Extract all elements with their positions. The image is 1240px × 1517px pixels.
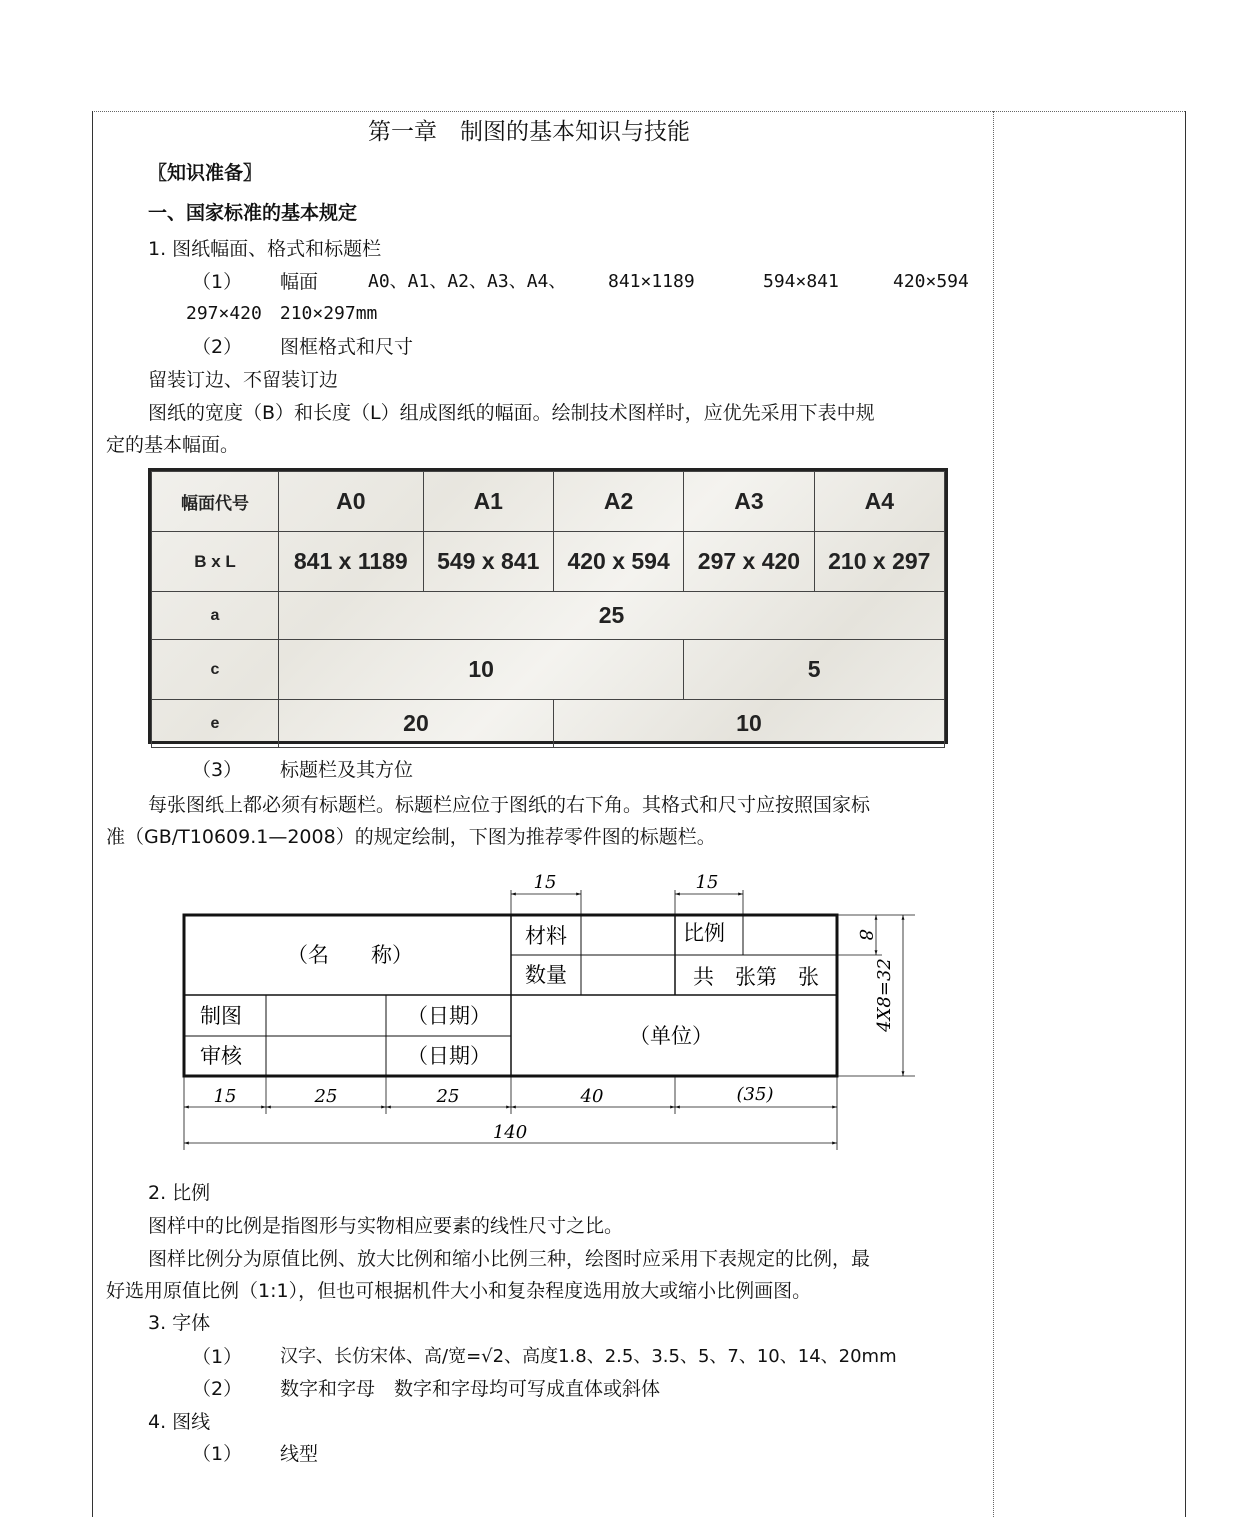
section-prep-heading: 〖知识准备〗: [148, 162, 263, 184]
table-row-c: [152, 640, 945, 700]
item-1-1-line2: 297×420 210×297mm: [186, 303, 378, 324]
tb-dim-bottom-3: 25: [436, 1086, 460, 1107]
section-1-heading: 一、国家标准的基本规定: [148, 202, 358, 224]
item-3-2-number: （2）: [192, 1378, 243, 1400]
tb-date2: （日期）: [407, 1044, 491, 1068]
tb-drawn: 制图: [200, 1004, 242, 1028]
table-cell: 549 x 841: [423, 532, 553, 592]
table-row-bxl: [152, 532, 945, 592]
para-scale-line1: 图样中的比例是指图形与实物相应要素的线性尺寸之比。: [148, 1215, 624, 1237]
chapter-title: 第一章 制图的基本知识与技能: [368, 119, 690, 145]
tb-checked: 审核: [200, 1044, 242, 1068]
item-3-1-number: （1）: [192, 1346, 243, 1368]
table-cell: A2: [553, 472, 683, 532]
table-cell: A0: [279, 472, 424, 532]
para-scale-line3: 好选用原值比例（1:1），但也可根据机件大小和复杂程度选用放大或缩小比例画图。: [106, 1280, 812, 1302]
table-cell: 20: [279, 700, 554, 748]
item-1-1-number: （1）: [192, 271, 243, 293]
tb-date1: （日期）: [407, 1004, 491, 1028]
title-block-drawing: [170, 866, 930, 1160]
item-1-3-label: 标题栏及其方位: [280, 759, 414, 781]
para-scale-line2: 图样比例分为原值比例、放大比例和缩小比例三种，绘图时应采用下表规定的比例，最: [148, 1248, 871, 1270]
page-frame-right: [1185, 111, 1186, 1517]
item-1-1-sizes: A0、A1、A2、A3、A4、: [368, 271, 567, 292]
table-cell: e: [152, 700, 279, 748]
item-1-3-number: （3）: [192, 759, 243, 781]
item-3-1-text: 汉字、长仿宋体、高/宽=√2、高度1.8、2.5、3.5、5、7、10、14、20mm: [280, 1346, 897, 1367]
item-2-heading: 2. 比例: [148, 1182, 211, 1204]
table-cell: A4: [814, 472, 944, 532]
item-4-1-text: 线型: [280, 1443, 319, 1465]
para-title-line2: 准（GB/T10609.1—2008）的规定绘制，下图为推荐零件图的标题栏。: [106, 826, 716, 848]
item-3-2-text: 数字和字母 数字和字母均可写成直体或斜体: [280, 1378, 661, 1400]
table-cell: 841 x 1189: [279, 532, 424, 592]
tb-material: 材料: [525, 924, 567, 948]
table-cell: c: [152, 640, 279, 700]
page-frame-top: [92, 111, 1185, 112]
tb-dim-bottom-4: 40: [580, 1086, 604, 1107]
tb-dim-bottom-1: 15: [213, 1086, 237, 1107]
item-4-heading: 4. 图线: [148, 1411, 211, 1433]
table-cell: 210 x 297: [814, 532, 944, 592]
item-1-heading: 1. 图纸幅面、格式和标题栏: [148, 238, 382, 260]
page-frame-divider: [993, 111, 994, 1517]
table-cell: 10: [279, 640, 684, 700]
table-cell: B x L: [152, 532, 279, 592]
table-cell: A1: [423, 472, 553, 532]
item-1-1-label: 幅面: [280, 271, 319, 293]
tb-sheet: 共 张第 张: [693, 965, 819, 989]
tb-name: （名 称）: [287, 943, 413, 967]
para-size-line2: 定的基本幅面。: [106, 434, 240, 456]
tb-dim-bottom-2: 25: [314, 1086, 338, 1107]
tb-unit: （单位）: [629, 1024, 713, 1048]
table-cell: 25: [279, 592, 945, 640]
tb-dim-top-1: 15: [533, 872, 557, 893]
page-frame-left: [92, 111, 93, 1517]
table-cell: 5: [684, 640, 945, 700]
tb-scale: 比例: [683, 921, 725, 945]
item-4-1-number: （1）: [192, 1443, 243, 1465]
item-1-1-dim-a2: 420×594: [893, 271, 969, 292]
tb-dim-bottom-5: (35): [736, 1084, 774, 1105]
table-row-header: [152, 472, 945, 532]
item-1-1-dim-a1: 594×841: [763, 271, 839, 292]
item-1-2-number: （2）: [192, 336, 243, 358]
paper-size-table: [148, 468, 948, 744]
para-size-line1: 图纸的宽度（B）和长度（L）组成图纸的幅面。绘制技术图样时，应优先采用下表中规: [148, 402, 875, 424]
tb-quantity: 数量: [525, 963, 567, 987]
table-cell: 幅面代号: [152, 472, 279, 532]
tb-dim-right-total: 4X8=32: [874, 958, 895, 1032]
table-cell: 297 x 420: [684, 532, 814, 592]
para-title-line1: 每张图纸上都必须有标题栏。标题栏应位于图纸的右下角。其格式和尺寸应按照国家标: [148, 794, 871, 816]
item-3-heading: 3. 字体: [148, 1312, 211, 1334]
table-row-e: [152, 700, 945, 748]
item-1-1-dim-a0: 841×1189: [608, 271, 695, 292]
item-1-2-label: 图框格式和尺寸: [280, 336, 414, 358]
tb-dim-top-2: 15: [695, 872, 719, 893]
table-row-a: [152, 592, 945, 640]
table-cell: A3: [684, 472, 814, 532]
tb-dim-right-small: 8: [855, 929, 876, 941]
binding-text: 留装订边、不留装订边: [148, 369, 339, 391]
table-cell: 10: [553, 700, 944, 748]
table-cell: 420 x 594: [553, 532, 683, 592]
table-cell: a: [152, 592, 279, 640]
tb-dim-total: 140: [492, 1122, 528, 1143]
